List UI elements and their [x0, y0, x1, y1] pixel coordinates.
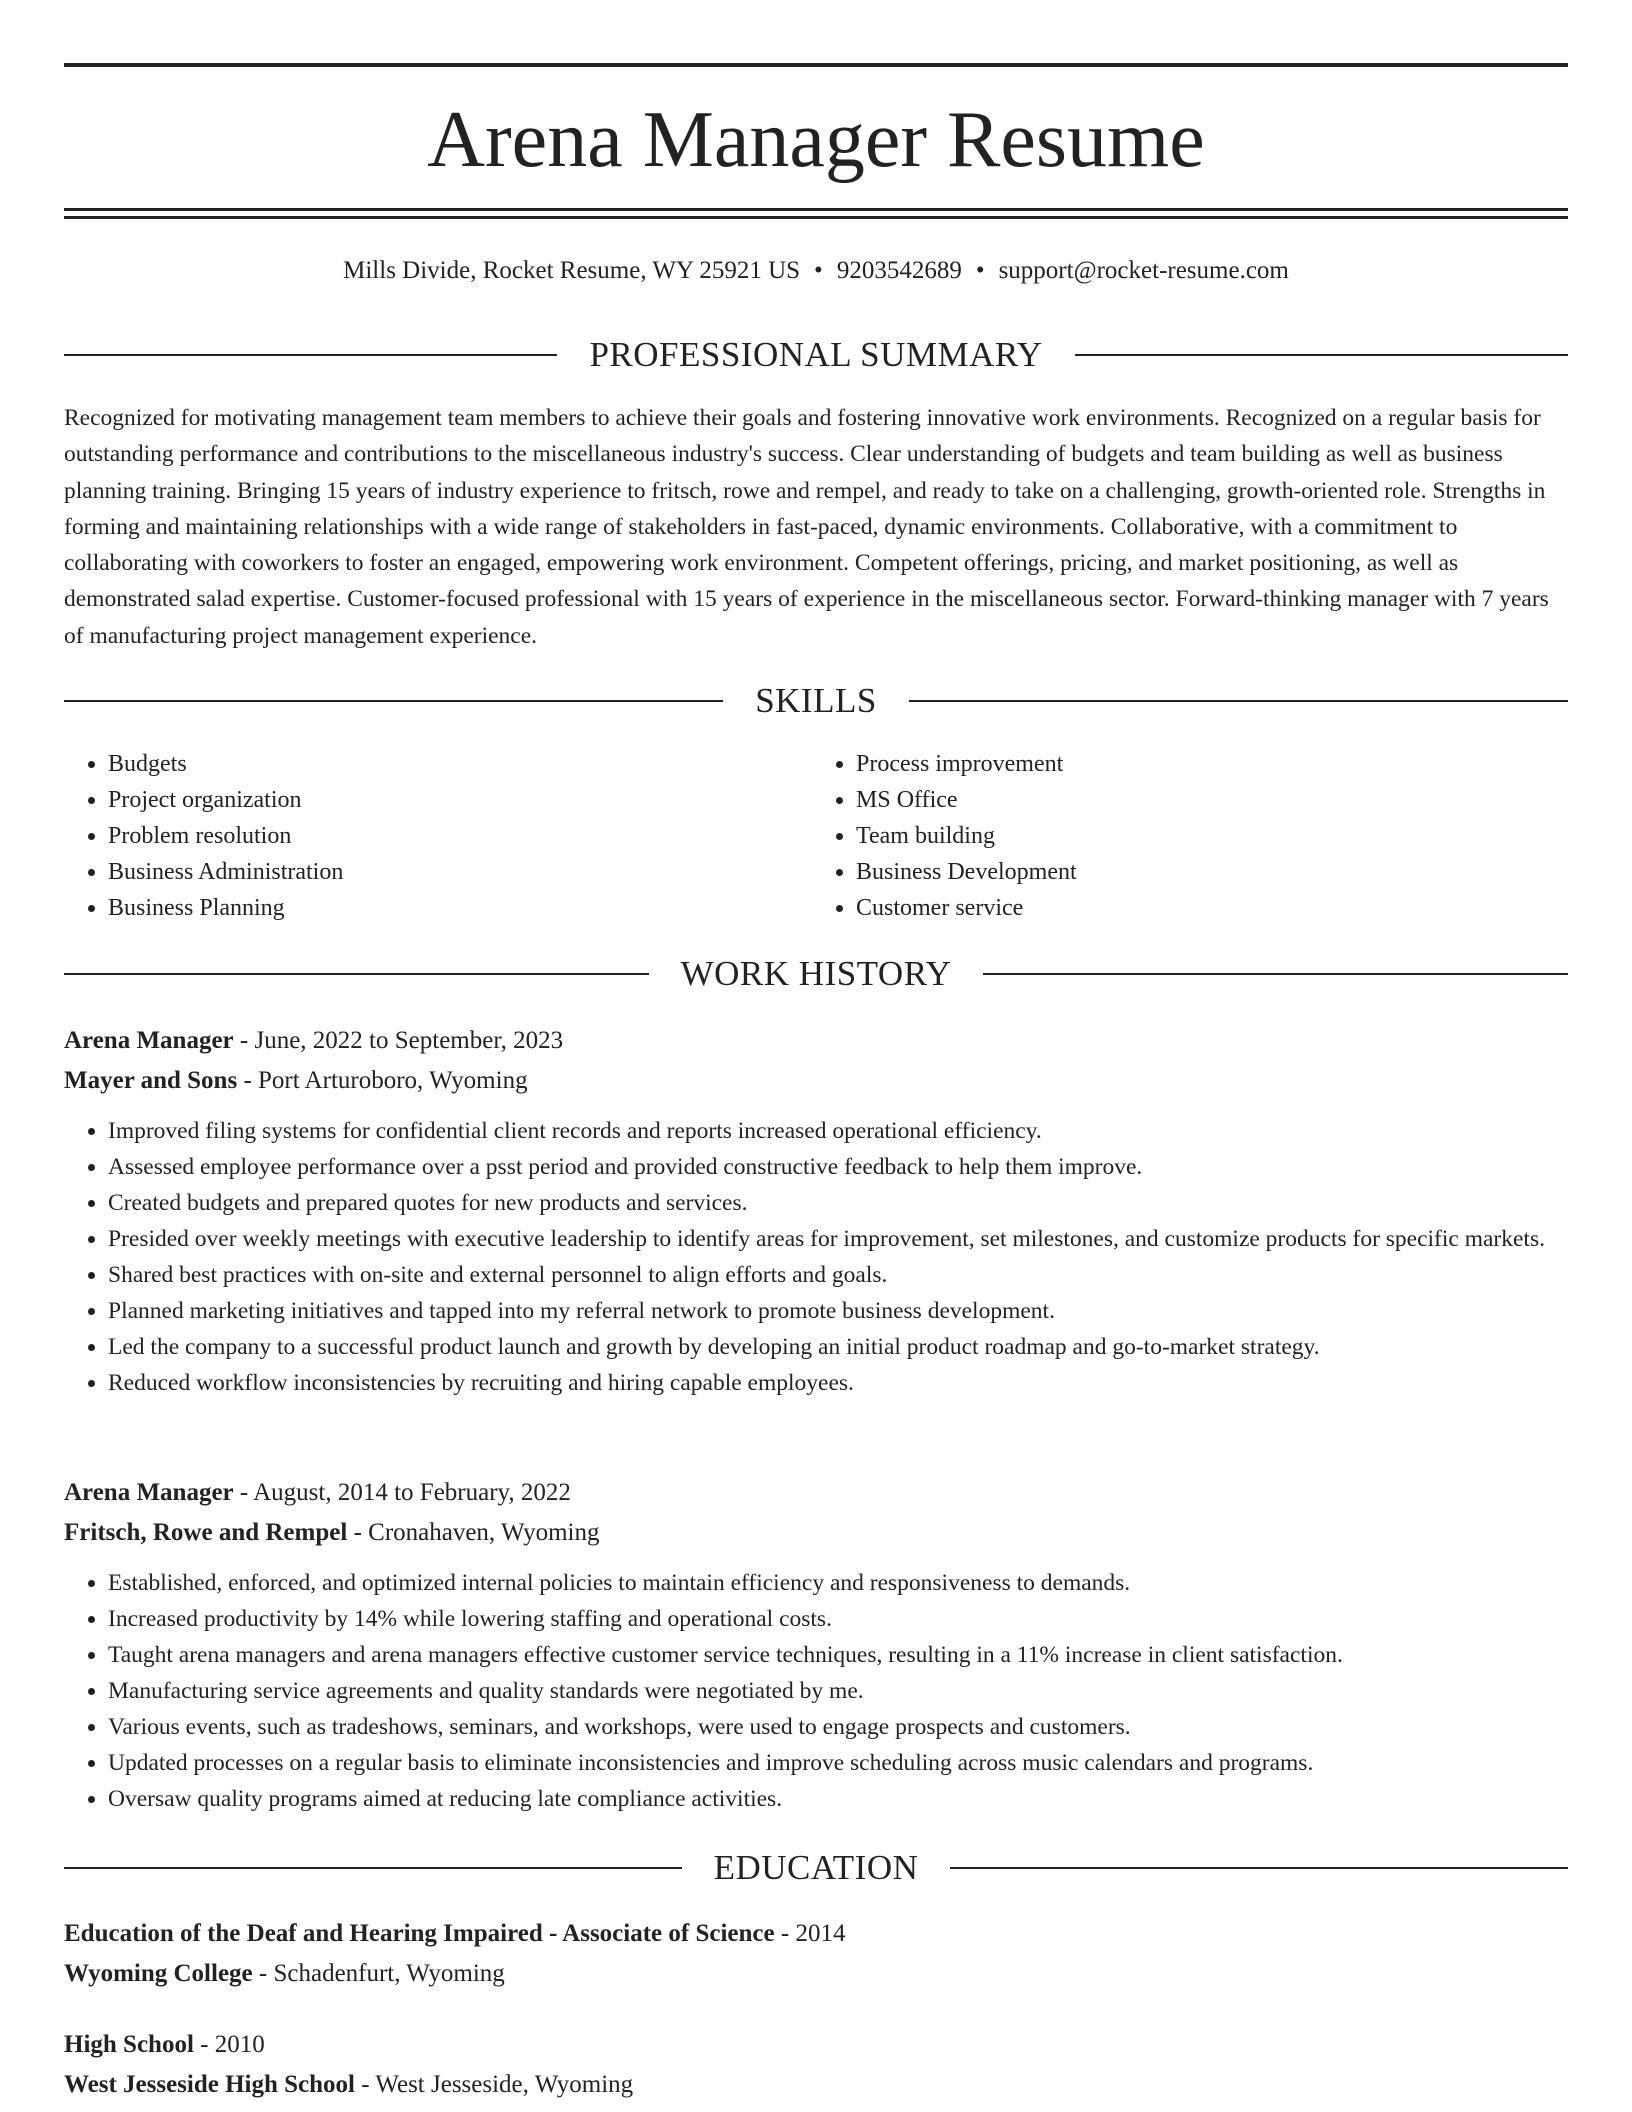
job-bullet: • Various events, such as tradeshows, seminars, and workshops, were used to engage prospects and customers.	[108, 1709, 1568, 1745]
skill-item: • Business Planning	[108, 890, 816, 926]
job-bullet: • Led the company to a successful product launch and growth by developing an initial product roadmap and go-to-market strategy.	[108, 1329, 1568, 1365]
job-title: Arena Manager	[64, 1479, 234, 1506]
skill-item: • Problem resolution	[108, 818, 816, 854]
job-entry	[64, 1473, 1568, 1817]
heading-rule-right	[1075, 354, 1568, 356]
skill-item: • Team building	[856, 818, 1568, 854]
heading-rule-right	[950, 1867, 1568, 1869]
education-entry	[64, 2025, 1568, 2105]
education-location: Schadenfurt, Wyoming	[273, 1960, 505, 1987]
contact-separator: •	[814, 257, 823, 284]
section-heading-work-history	[64, 952, 1568, 996]
skill-item: • Business Administration	[108, 854, 816, 890]
skill-item: • Business Development	[856, 854, 1568, 890]
job-bullet: • Updated processes on a regular basis to eliminate inconsistencies and improve scheduling across music calendars and programs.	[108, 1745, 1568, 1781]
resume-title: Arena Manager Resume	[427, 96, 1205, 184]
job-location: Cronahaven, Wyoming	[368, 1519, 600, 1546]
job-company-line: Mayer and Sons - Port Arturoboro, Wyoming	[64, 1067, 528, 1094]
education-school-line: Wyoming College - Schadenfurt, Wyoming	[64, 1960, 505, 1987]
contact-email: support@rocket-resume.com	[998, 257, 1289, 284]
education-entry	[64, 1914, 1568, 1994]
skill-item: • MS Office	[856, 782, 1568, 818]
contact-phone: 9203542689	[836, 257, 962, 284]
job-bullet: • Oversaw quality programs aimed at reducing late compliance activities.	[108, 1781, 1568, 1817]
job-entry	[64, 1021, 1568, 1401]
job-dates: June, 2022 to September, 2023	[254, 1027, 564, 1054]
heading-rule-left	[64, 700, 723, 702]
section-title: PROFESSIONAL SUMMARY	[589, 335, 1043, 374]
section-heading-summary	[64, 333, 1568, 377]
summary-paragraph: Recognized for motivating management team members to achieve their goals and fostering innovative work environments. Recognized on a regular basis for outstanding performance and contributions to the miscellaneous industry's success. Clear understanding of budgets and team building as well as business planning training. Bringing 15 years of industry experience to fritsch, rowe and rempel, and ready to take on a challenging, growth-oriented role. Strengths in forming and maintaining relationships with a wide range of stakeholders in fast-paced, dynamic environments. Collaborative, with a commitment to collaborating with coworkers to foster an engaged, empowering work environment. Competent offerings, pricing, and market positioning, as well as demonstrated salad expertise. Customer-focused professional with 15 years of experience in the miscellaneous sector. Forward-thinking manager with 7 years of manufacturing project management experience.	[64, 405, 1549, 649]
job-bullets	[64, 1113, 1568, 1401]
skill-item: • Customer service	[856, 890, 1568, 926]
job-company: Mayer and Sons	[64, 1067, 238, 1094]
skill-item: • Process improvement	[856, 746, 1568, 782]
education-school: West Jesseside High School	[64, 2071, 355, 2098]
job-bullet: • Increased productivity by 14% while lowering staffing and operational costs.	[108, 1601, 1568, 1637]
education-degree-line: Education of the Deaf and Hearing Impaired - Associate of Science - 2014	[64, 1920, 846, 1947]
education-location: West Jesseside, Wyoming	[375, 2071, 634, 2098]
job-company-line: Fritsch, Rowe and Rempel - Cronahaven, Wyoming	[64, 1519, 600, 1546]
title-double-rule-lower	[64, 216, 1568, 219]
job-bullets	[64, 1565, 1568, 1817]
job-bullet: • Taught arena managers and arena managers effective customer service techniques, resulting in a 11% increase in client satisfaction.	[108, 1637, 1568, 1673]
job-title-line: Arena Manager - June, 2022 to September, 2023	[64, 1027, 564, 1054]
contact-separator: •	[975, 257, 985, 284]
heading-rule-left	[64, 973, 649, 975]
job-title-line: Arena Manager - August, 2014 to February, 2022	[64, 1479, 571, 1506]
job-bullet: • Presided over weekly meetings with executive leadership to identify areas for improvement, set milestones, and customize products for specific markets.	[108, 1221, 1568, 1257]
job-bullet: • Established, enforced, and optimized internal policies to maintain efficiency and responsiveness to demands.	[108, 1565, 1568, 1601]
job-bullet: • Assessed employee performance over a psst period and provided constructive feedback to help them improve.	[108, 1149, 1568, 1185]
skills-column-right	[816, 746, 1568, 926]
education-year: 2010	[214, 2031, 265, 2058]
job-company: Fritsch, Rowe and Rempel	[64, 1519, 348, 1546]
contact-address: Mills Divide, Rocket Resume, WY 25921 US	[343, 257, 801, 284]
education-degree: High School	[64, 2031, 194, 2058]
job-bullet: • Planned marketing initiatives and tapped into my referral network to promote business development.	[108, 1293, 1568, 1329]
job-title: Arena Manager	[64, 1027, 234, 1054]
title-double-rule-upper	[64, 208, 1568, 211]
education-degree: Education of the Deaf and Hearing Impaired - Associate of Science	[64, 1920, 775, 1947]
heading-rule-left	[64, 1867, 682, 1869]
skill-item: • Budgets	[108, 746, 816, 782]
job-bullet: • Improved filing systems for confidential client records and reports increased operational efficiency.	[108, 1113, 1568, 1149]
education-school-line: West Jesseside High School - West Jesseside, Wyoming	[64, 2071, 634, 2098]
heading-rule-right	[983, 973, 1568, 975]
section-heading-skills	[64, 679, 1568, 723]
skill-item: • Project organization	[108, 782, 816, 818]
heading-rule-right	[909, 700, 1568, 702]
job-location: Port Arturoboro, Wyoming	[258, 1067, 528, 1094]
section-heading-education	[64, 1846, 1568, 1890]
education-year: 2014	[795, 1920, 846, 1947]
top-rule	[64, 63, 1568, 67]
section-title: WORK HISTORY	[680, 954, 952, 993]
job-bullet: • Manufacturing service agreements and quality standards were negotiated by me.	[108, 1673, 1568, 1709]
job-bullet: • Reduced workflow inconsistencies by recruiting and hiring capable employees.	[108, 1365, 1568, 1401]
education-degree-line: High School - 2010	[64, 2031, 265, 2058]
job-bullet: • Created budgets and prepared quotes for new products and services.	[108, 1185, 1568, 1221]
heading-rule-left	[64, 354, 557, 356]
contact-line	[64, 254, 1568, 288]
job-dates: August, 2014 to February, 2022	[253, 1479, 571, 1506]
section-title: SKILLS	[755, 681, 877, 720]
job-bullet: • Shared best practices with on-site and external personnel to align efforts and goals.	[108, 1257, 1568, 1293]
skills-list	[64, 746, 1568, 926]
skills-column-left	[64, 746, 816, 926]
section-title: EDUCATION	[713, 1848, 919, 1887]
education-school: Wyoming College	[64, 1960, 253, 1987]
